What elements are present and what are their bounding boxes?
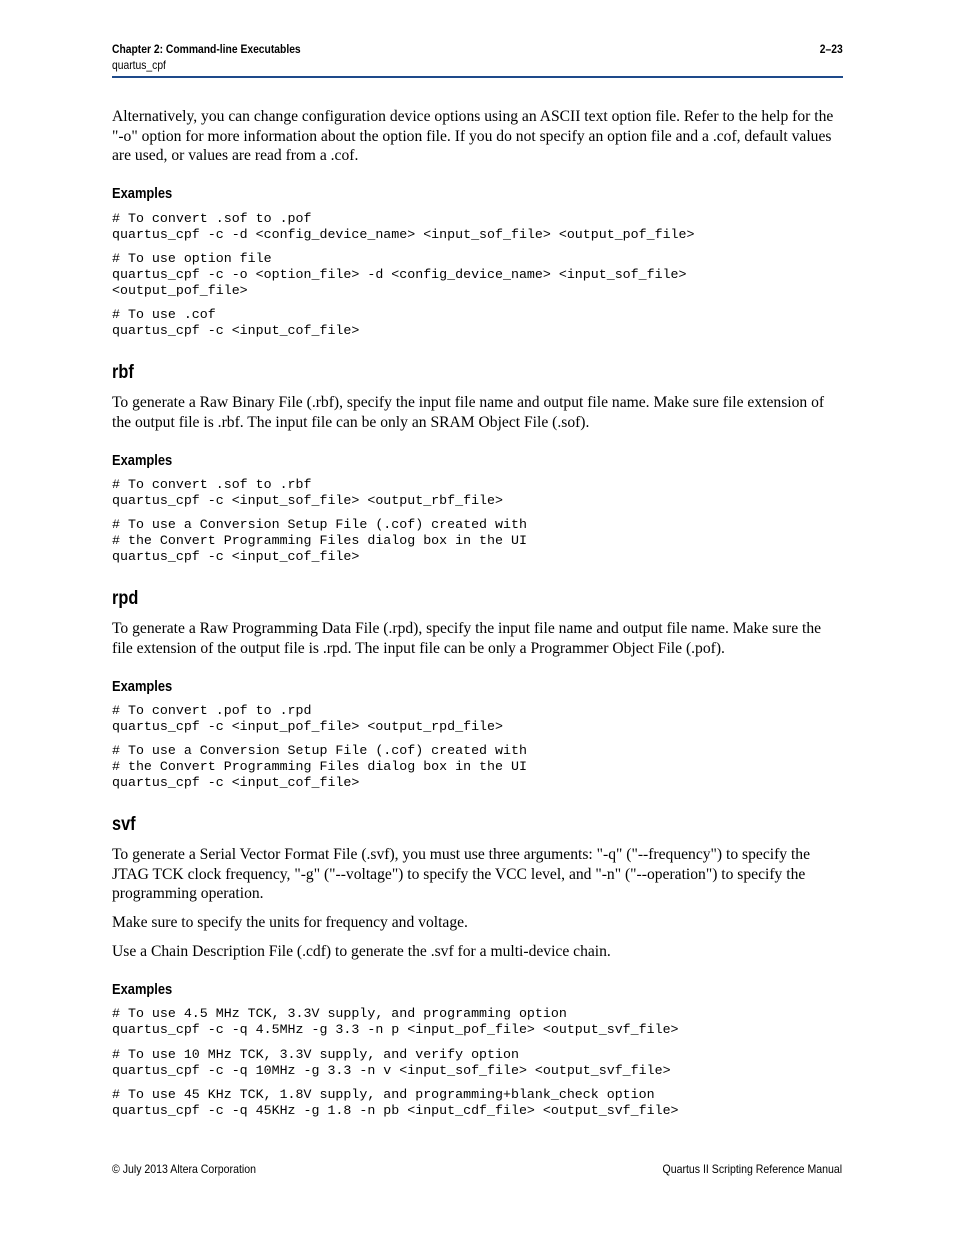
examples-heading: Examples [112, 185, 173, 202]
examples-heading: Examples [112, 981, 173, 998]
svf-cdf-block [112, 942, 843, 962]
intro-paragraph-block [112, 107, 843, 166]
code-example: # To use a Conversion Setup File (.cof) created with # the Convert Programming Files dialog box in the UI quartus_cpf -c <input_cof_file> [112, 517, 527, 564]
rbf-paragraph: To generate a Raw Binary File (.rbf), specify the input file name and output file name. Make sure file extension of the output file is .rbf. The input file can be only an SRAM Object File (.sof). [112, 394, 825, 431]
section-heading-rbf: rbf [112, 362, 134, 383]
rpd-paragraph: To generate a Raw Programming Data File (.rpd), specify the input file name and output file name. Make sure the file extension of the output file is .rpd. The input file can be only a Programmer Object File (.pof). [112, 620, 822, 657]
svf-paragraph-block [112, 845, 843, 904]
code-example: # To use option file quartus_cpf -c -o <option_file> -d <config_device_name> <input_sof_file> <output_pof_file> [112, 251, 687, 298]
intro-paragraph: Alternatively, you can change configuration device options using an ASCII text option file. Refer to the help for the "-o" option for more information about the option file. If you do not specify an option file and a .cof, default values are used, or values are read from a .cof. [112, 108, 834, 165]
svf-units-paragraph: Make sure to specify the units for frequency and voltage. [112, 914, 468, 931]
svf-cdf-paragraph: Use a Chain Description File (.cdf) to generate the .svf for a multi-device chain. [112, 943, 611, 960]
examples-heading: Examples [112, 452, 173, 469]
chapter-title: Chapter 2: Command-line Executables [112, 42, 301, 56]
code-example: # To convert .sof to .pof quartus_cpf -c -d <config_device_name> <input_sof_file> <output_pof_file> [112, 211, 695, 242]
code-example: # To use a Conversion Setup File (.cof) created with # the Convert Programming Files dialog box in the UI quartus_cpf -c <input_cof_file> [112, 743, 527, 790]
footer-copyright: © July 2013 Altera Corporation [112, 1162, 256, 1176]
examples-heading: Examples [112, 678, 173, 695]
svf-paragraph: To generate a Serial Vector Format File (.svf), you must use three arguments: "-q" ("--frequency") to specify the JTAG TCK clock frequency, "-g" ("--voltage") to specify the VCC level, and "-n" ("--operation") to specify the programming operation. [112, 846, 811, 903]
rpd-paragraph-block [112, 619, 843, 658]
svf-units-block [112, 913, 843, 933]
code-example: # To use 10 MHz TCK, 3.3V supply, and verify option quartus_cpf -c -q 10MHz -g 3.3 -n v <input_sof_file> <output_svf_file> [112, 1047, 671, 1078]
rbf-paragraph-block [112, 393, 843, 432]
section-subtitle: quartus_cpf [112, 58, 166, 72]
section-heading-rpd: rpd [112, 588, 139, 609]
code-example: # To use .cof quartus_cpf -c <input_cof_file> [112, 307, 360, 338]
code-example: # To convert .pof to .rpd quartus_cpf -c <input_pof_file> <output_rpd_file> [112, 703, 503, 734]
code-example: # To convert .sof to .rbf quartus_cpf -c <input_sof_file> <output_rbf_file> [112, 477, 503, 508]
section-heading-svf: svf [112, 814, 136, 835]
code-example: # To use 45 KHz TCK, 1.8V supply, and programming+blank_check option quartus_cpf -c -q 45KHz -g 1.8 -n pb <input_cdf_file> <output_svf_file> [112, 1087, 679, 1118]
code-example: # To use 4.5 MHz TCK, 3.3V supply, and programming option quartus_cpf -c -q 4.5MHz -g 3.3 -n p <input_pof_file> <output_svf_file> [112, 1006, 679, 1037]
header-rule [112, 76, 843, 78]
footer-manual-title: Quartus II Scripting Reference Manual [662, 1162, 842, 1176]
page-number: 2–23 [820, 42, 843, 56]
